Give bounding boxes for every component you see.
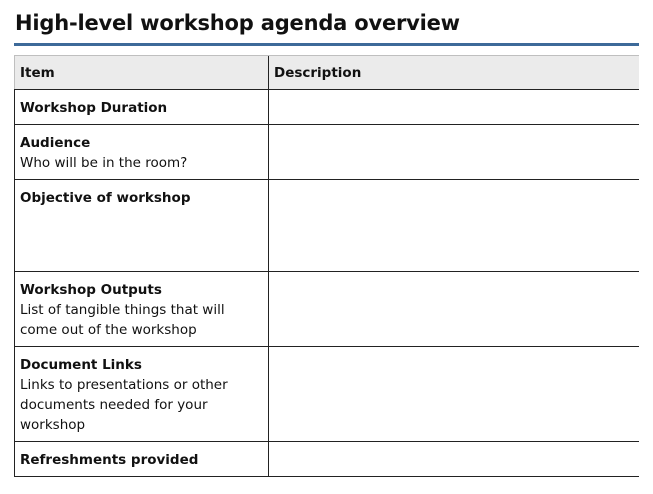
description-cell[interactable] [269, 180, 639, 272]
item-name: Audience [20, 135, 91, 151]
description-cell[interactable] [269, 347, 639, 442]
table-row [15, 272, 639, 347]
table-row [15, 347, 639, 442]
item-detail: Links to presentations or other documents needed for your workshop [20, 377, 228, 433]
table-row [15, 180, 639, 272]
item-cell [15, 180, 269, 272]
table-row [15, 125, 639, 180]
description-cell[interactable] [269, 442, 639, 477]
item-cell [15, 125, 269, 180]
column-header-description: Description [269, 56, 639, 90]
item-cell [15, 442, 269, 477]
page-title: High-level workshop agenda overview [15, 11, 460, 35]
item-cell [15, 347, 269, 442]
agenda-table [14, 55, 639, 477]
title-underline [14, 43, 639, 46]
item-cell [15, 90, 269, 125]
item-name: Objective of workshop [20, 190, 191, 206]
description-cell[interactable] [269, 90, 639, 125]
table-row [15, 442, 639, 477]
description-cell[interactable] [269, 272, 639, 347]
item-detail: Who will be in the room? [20, 155, 188, 171]
description-cell[interactable] [269, 125, 639, 180]
item-name: Refreshments provided [20, 452, 199, 468]
item-name: Workshop Outputs [20, 282, 162, 298]
item-cell [15, 272, 269, 347]
item-name: Document Links [20, 357, 142, 373]
item-detail: List of tangible things that will come out of the workshop [20, 302, 225, 338]
item-name: Workshop Duration [20, 100, 168, 116]
table-row [15, 90, 639, 125]
table-header-row [15, 56, 639, 90]
column-header-item: Item [15, 56, 269, 90]
